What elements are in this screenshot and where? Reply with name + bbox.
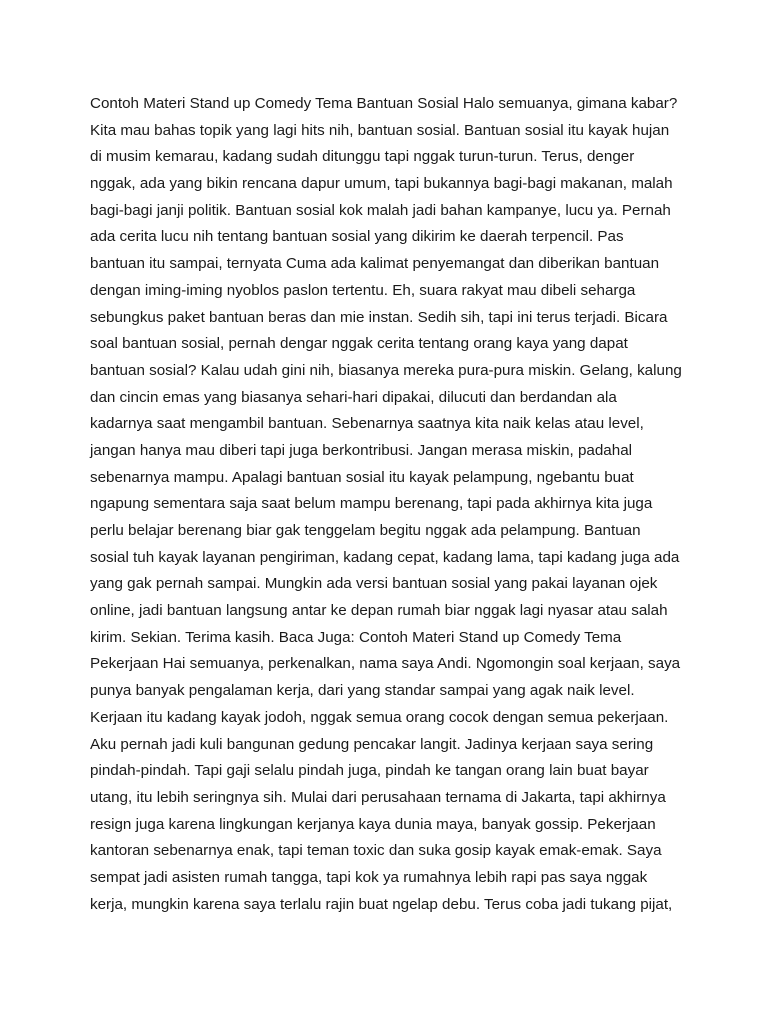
text-line: Contoh Materi Stand up Comedy Tema Bantuan Sosial Halo semuanya, gimana kabar? [90,95,678,112]
text-line: Aku pernah jadi kuli bangunan gedung pencakar langit. Jadinya kerjaan saya sering [90,735,654,753]
text-line: kirim. Sekian. Terima kasih. Baca Juga: Contoh Materi Stand up Comedy Tema [90,628,622,646]
text-line: kadarnya saat mengambil bantuan. Sebenarnya saatnya kita naik kelas atau level, [90,415,644,433]
text-line: nggak, ada yang bikin rencana dapur umum, tapi bukannya bagi-bagi makanan, malah [90,175,673,193]
text-line: dengan iming-iming nyoblos paslon tertentu. Eh, suara rakyat mau dibeli seharga [90,281,636,299]
text-line: bantuan itu sampai, ternyata Cuma ada kalimat penyemangat dan diberikan bantuan [90,255,660,273]
text-line: sebenarnya mampu. Apalagi bantuan sosial itu kayak pelampung, ngebantu buat [90,468,634,486]
text-line: pindah-pindah. Tapi gaji selalu pindah juga, pindah ke tangan orang lain buat bayar [90,762,649,780]
text-line: Pekerjaan Hai semuanya, perkenalkan, nama saya Andi. Ngomongin soal kerjaan, saya [90,655,681,673]
body-text [90,91,690,918]
text-line: utang, itu lebih seringnya sih. Mulai dari perusahaan ternama di Jakarta, tapi akhirnya [90,788,666,806]
text-line: soal bantuan sosial, pernah dengar nggak cerita tentang orang kaya yang dapat [90,335,628,353]
text-line: sempat jadi asisten rumah tangga, tapi kok ya rumahnya lebih rapi pas saya nggak [90,868,648,886]
text-line: dan cincin emas yang biasanya sehari-hari dipakai, dilucuti dan berdandan ala [90,388,617,406]
text-line: kerja, mungkin karena saya terlalu rajin buat ngelap debu. Terus coba jadi tukang pijat, [90,895,673,913]
text-line: bantuan sosial? Kalau udah gini nih, biasanya mereka pura-pura miskin. Gelang, kalung [90,361,682,379]
text-line: di musim kemarau, kadang sudah ditunggu tapi nggak turun-turun. Terus, denger [90,148,635,166]
text-line: yang gak pernah sampai. Mungkin ada versi bantuan sosial yang pakai layanan ojek [90,575,658,593]
text-line: jangan hanya mau diberi tapi juga berkontribusi. Jangan merasa miskin, padahal [90,441,633,459]
text-line: kantoran sebenarnya enak, tapi teman toxic dan suka gosip kayak emak-emak. Saya [90,842,662,860]
text-line: online, jadi bantuan langsung antar ke depan rumah biar nggak lagi nyasar atau salah [90,602,668,620]
text-line: punya banyak pengalaman kerja, dari yang standar sampai yang agak naik level. [90,682,635,700]
text-line: ada cerita lucu nih tentang bantuan sosial yang dikirim ke daerah terpencil. Pas [90,228,624,246]
text-line: perlu belajar berenang biar gak tenggelam begitu nggak ada pelampung. Bantuan [90,522,641,539]
text-line: resign juga karena lingkungan kerjanya kaya dunia maya, banyak gossip. Pekerjaan [90,815,656,833]
text-line: bagi-bagi janji politik. Bantuan sosial kok malah jadi bahan kampanye, lucu ya. Pernah [90,201,671,219]
text-line: sosial tuh kayak layanan pengiriman, kadang cepat, kadang lama, tapi kadang juga ada [90,548,680,566]
text-line: Kerjaan itu kadang kayak jodoh, nggak semua orang cocok dengan semua pekerjaan. [90,708,669,726]
text-line: sebungkus paket bantuan beras dan mie instan. Sedih sih, tapi ini terus terjadi. Bicara [90,308,668,326]
text-line: Kita mau bahas topik yang lagi hits nih, bantuan sosial. Bantuan sosial itu kayak hujan [90,121,670,139]
text-line: ngapung sementara saja saat belum mampu berenang, tapi pada akhirnya kita juga [90,495,653,513]
